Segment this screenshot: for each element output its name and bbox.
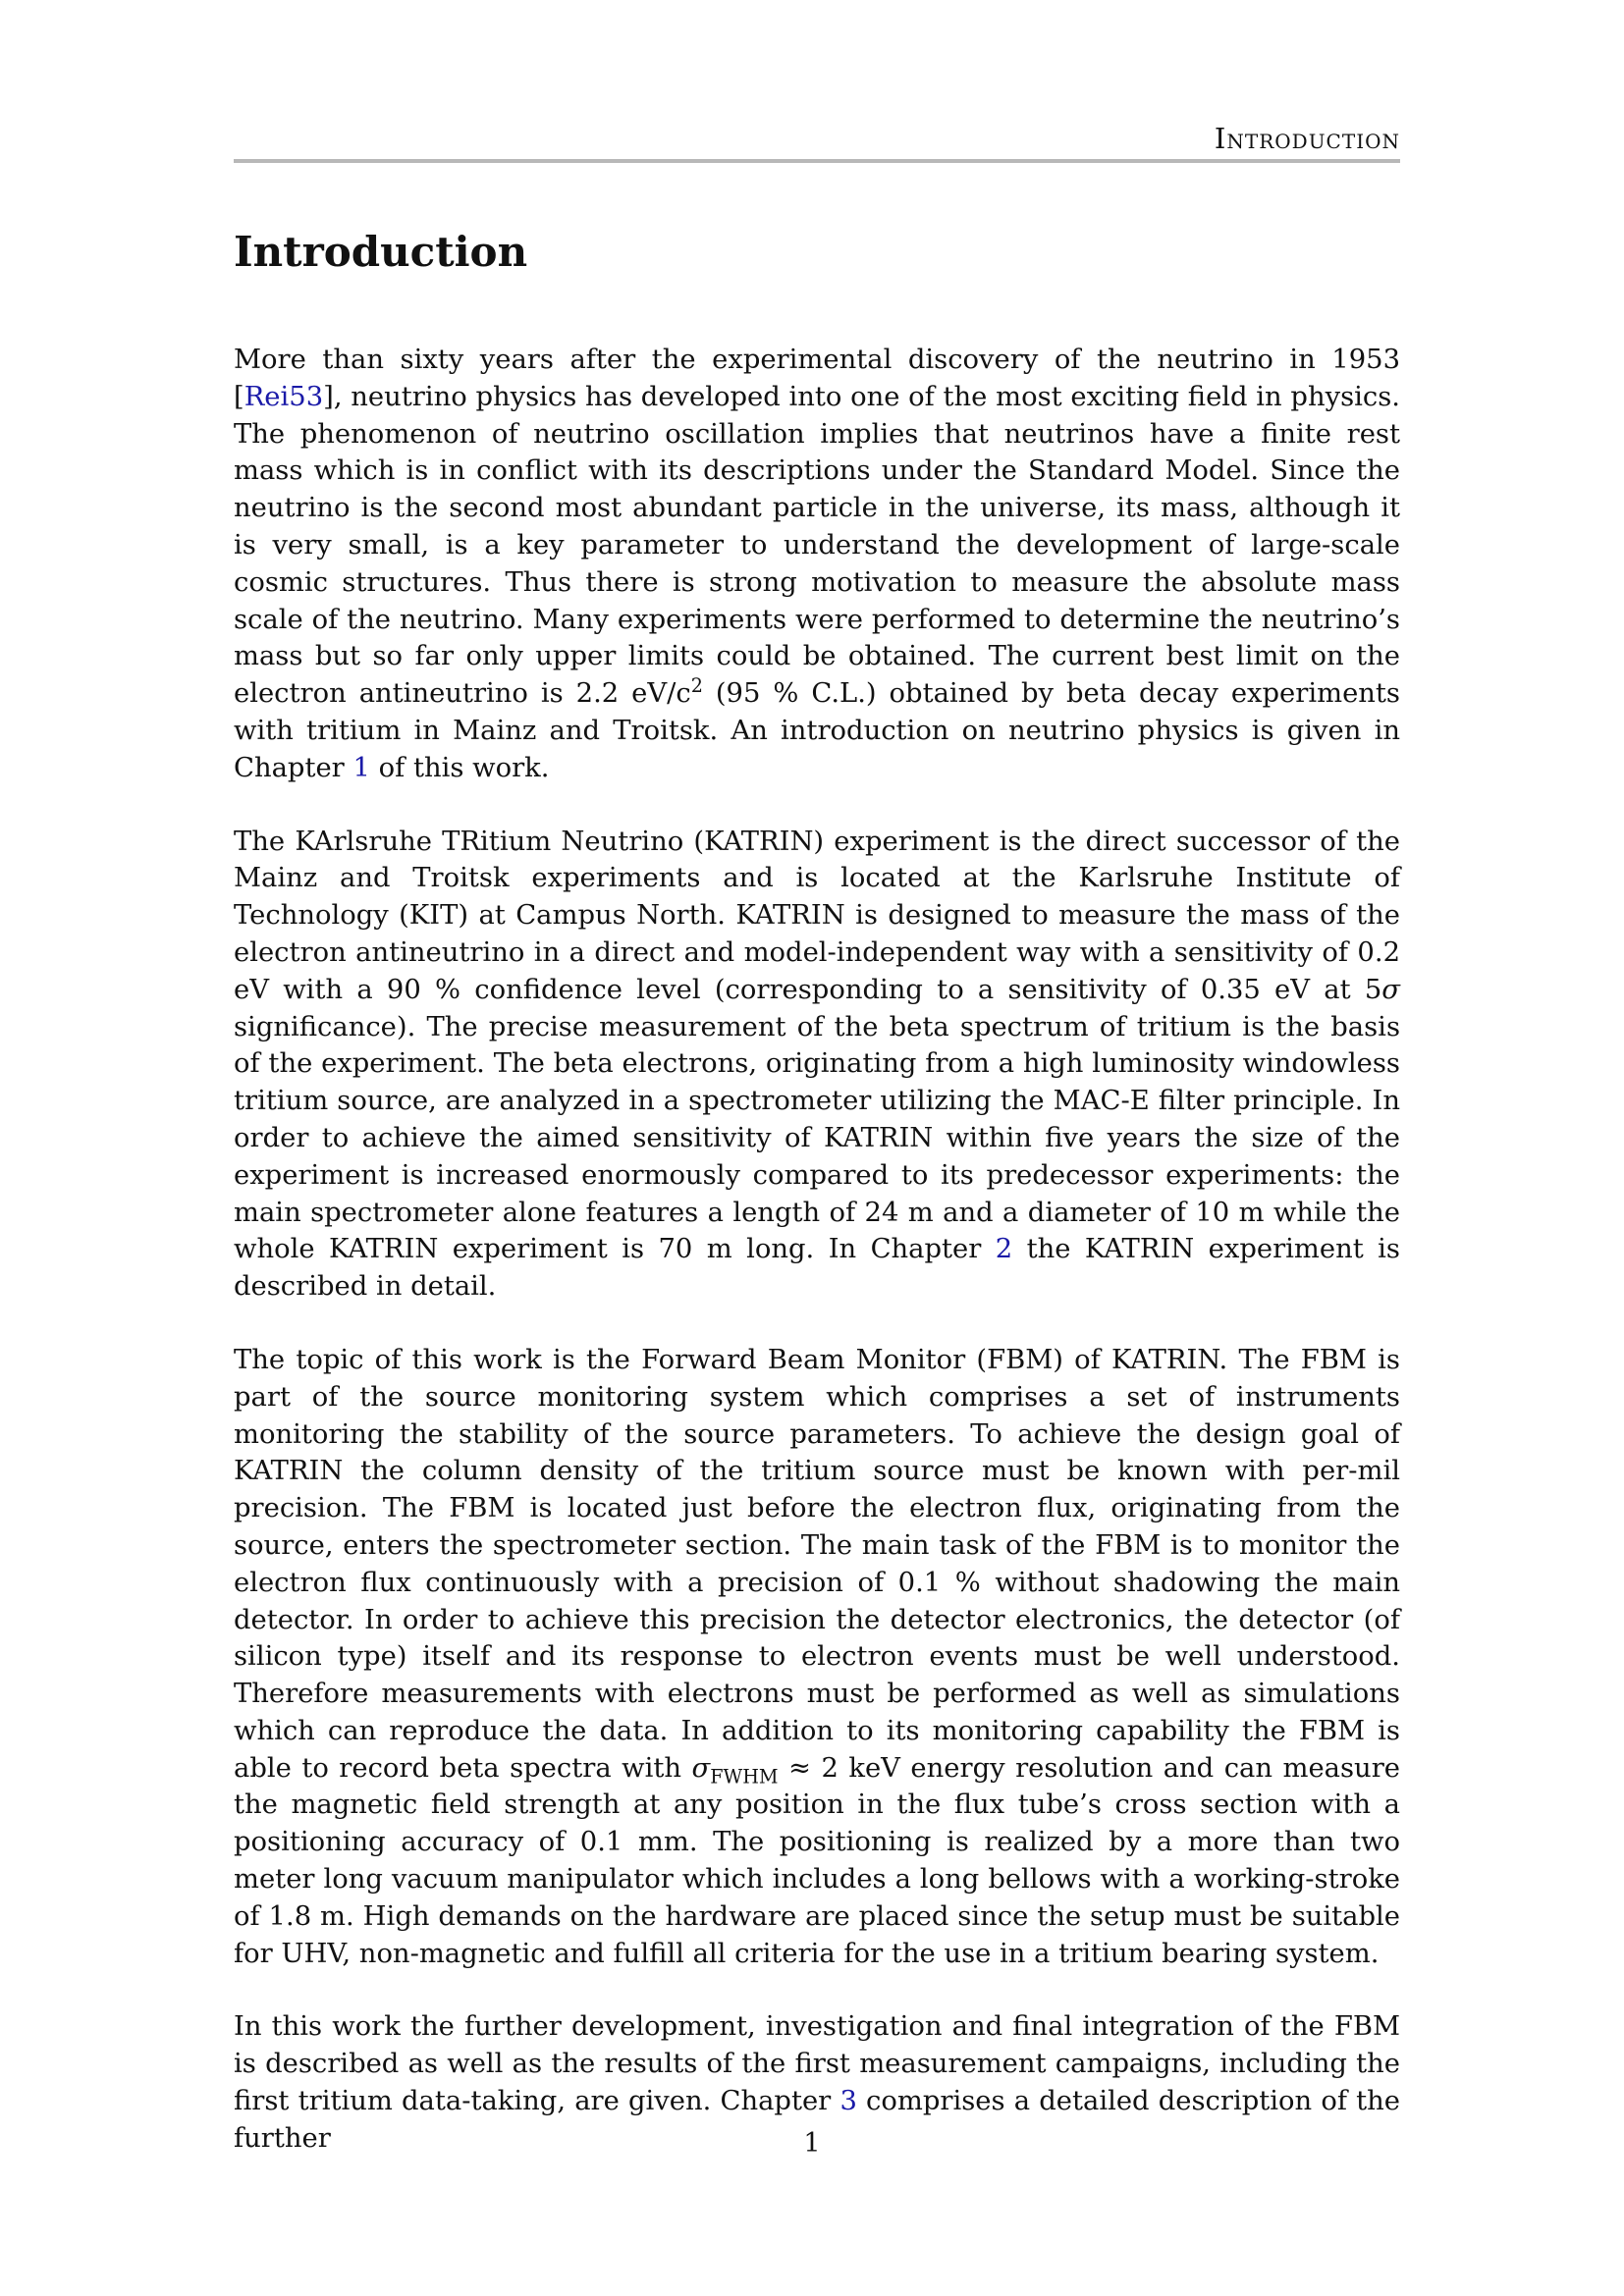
header-rule bbox=[234, 159, 1400, 163]
citation-link[interactable]: Rei53 bbox=[244, 381, 324, 412]
superscript: 2 bbox=[690, 674, 703, 698]
text-run: More than sixty years after the experimental discovery of the neutrino in 1953 [ bbox=[234, 345, 1400, 412]
chapter-link[interactable]: 1 bbox=[352, 752, 370, 783]
text-run: In this work the further development, investigation and final integration of the FBM is described as well as the results of the first measurement campaigns, including the first tritium data-taking, are given. Chapter bbox=[234, 2011, 1400, 2117]
subscript: FWHM bbox=[710, 1765, 779, 1789]
chapter-link[interactable]: 2 bbox=[995, 1234, 1013, 1265]
text-run: ], neutrino physics has developed into one of the most exciting field in physics. The phenomenon of neutrino oscillation implies that neutrinos have a finite rest mass which is in conflict with its descriptions under the Standard Model. Since the neutrino is the second most abundant particle in the universe, its mass, although it is very small, is a key parameter to understand the development of large-scale cosmic structures. Thus there is strong motivation to measure the absolute mass scale of the neutrino. Many experiments were performed to determine the neutrino’s mass but so far only upper limits could be obtained. The current best limit on the electron antineutrino is 2.2 eV/c bbox=[234, 381, 1400, 710]
text-run: ≈ 2 keV energy resolution and can measure the magnetic field strength at any position in the flux tube’s cross section with a positioning accuracy of 0.1 mm. The positioning is realized by a more than two meter long vacuum manipulator which includes a long bellows with a working-stroke of 1.8 m. High demands on the hardware are placed since the setup must be suitable for UHV, non-magnetic and fulfill all criteria for the use in a tritium bearing system. bbox=[234, 1752, 1400, 1969]
text-run: the KATRIN experiment is described in detail. bbox=[234, 1234, 1400, 1303]
text-run: significance). The precise measurement of the beta spectrum of tritium is the basis of the experiment. The beta electrons, originating from a high luminosity windowless tritium source, are analyzed in a spectrometer utilizing the MAC-E filter principle. In order to achieve the aimed sensitivity of KATRIN within five years the size of the experiment is increased enormously compared to its predecessor experiments: the main spectrometer alone features a length of 24 m and a diameter of 10 m while the whole KATRIN experiment is 70 m long. In Chapter bbox=[234, 1011, 1400, 1265]
paragraph-2 bbox=[234, 824, 1400, 1306]
math-symbol: σ bbox=[1381, 974, 1400, 1005]
chapter-title: Introduction bbox=[234, 228, 528, 276]
text-run: The topic of this work is the Forward Beam Monitor (FBM) of KATRIN. The FBM is part of the source monitoring system which comprises a set of instruments monitoring the stability of the source parameters. To achieve the design goal of KATRIN the column density of the tritium source must be known with per-mil precision. The FBM is located just before the electron flux, originating from the source, enters the spectrometer section. The main task of the FBM is to monitor the electron flux continuously with a precision of 0.1 % without shadowing the main detector. In order to achieve this precision the detector electronics, the detector (of silicon type) itself and its response to electron events must be well understood. Therefore measurements with electrons must be performed as well as simulations which can reproduce the data. In addition to its monitoring capability the FBM is able to record beta spectra with bbox=[234, 1344, 1400, 1784]
text-run: The KArlsruhe TRitium Neutrino (KATRIN) experiment is the direct successor of the Mainz and Troitsk experiments and is located at the Karlsruhe Institute of Technology (KIT) at Campus North. KATRIN is designed to measure the mass of the electron antineutrino in a direct and model-independent way with a sensitivity of 0.2 eV with a 90 % confidence level (corresponding to a sensitivity of 0.35 eV at 5 bbox=[234, 826, 1400, 1005]
paragraph-3 bbox=[234, 1342, 1400, 1973]
text-run: comprises a detailed description of the further bbox=[234, 2086, 1401, 2154]
text-run: of this work. bbox=[369, 752, 550, 783]
math-symbol: σ bbox=[691, 1752, 711, 1784]
running-header: Introduction bbox=[1214, 122, 1400, 155]
chapter-link[interactable]: 3 bbox=[839, 2086, 857, 2117]
text-run: (95 % C.L.) obtained by beta decay experiments with tritium in Mainz and Troitsk. An introduction on neutrino physics is given in Chapter bbox=[234, 678, 1400, 783]
body-text bbox=[234, 342, 1400, 2194]
paragraph-1 bbox=[234, 342, 1400, 787]
page-number: 1 bbox=[803, 2128, 821, 2159]
